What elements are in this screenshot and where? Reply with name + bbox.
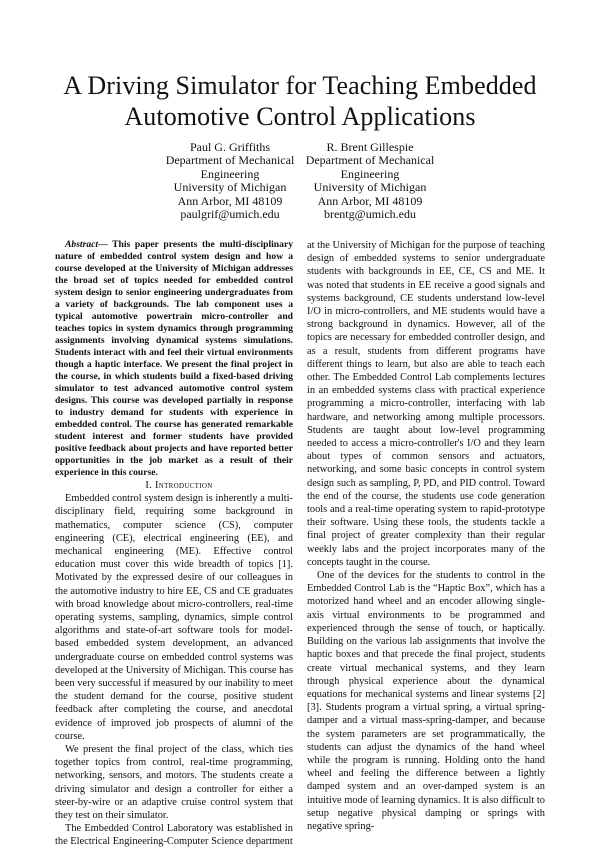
title-line-1: A Driving Simulator for Teaching Embedded <box>63 71 537 100</box>
section-heading <box>55 479 293 492</box>
author-department-cont: Engineering <box>340 166 400 181</box>
paragraph: The Embedded Control Laboratory was established in the Electrical Engineering-Computer Science department <box>55 823 293 848</box>
left-column <box>55 239 293 849</box>
author-block-1 <box>155 141 305 221</box>
section-title: Introduction <box>154 480 213 491</box>
author-name: Paul G. Griffiths <box>189 140 271 154</box>
author-city: Ann Arbor, MI 48109 <box>177 193 283 208</box>
right-column <box>307 239 545 833</box>
author-email: brentg@umich.edu <box>323 207 417 222</box>
author-name: R. Brent Gillespie <box>326 140 414 154</box>
section-numeral: I. <box>145 480 153 491</box>
paragraph: We present the final project of the class, which ties together topics from control, real-time programming, networking, sensors, and motors. The students create a driving simulator and design a controller for either a steer-by-wire or an adaptive cruise control system that they test on their simulator. <box>55 744 293 822</box>
paragraph: Embedded control system design is inherently a multi-disciplinary field, requiring some background in mathematics, computer science (CS), computer engineering (CE), electrical engineering (EE), and mechanical engineering (ME). Effective control education must cover this wide breadth of topics [1]. Motivated by the expressed desire of our colleagues in the automotive industry to hire EE, CS and CE graduates with broad knowledge about micro-controllers, real-time operating systems, sampling, dynamics, simple control algorithms and state-of-art software tools for model-based embedded system development, an advanced undergraduate course on embedded control systems was developed at the University of Michigan. This course has been very successful if measured by our inability to meet the student demand for the course, positive student feedback after completing the course, and anecdotal evidence of improved job prospects of alumni of the course. <box>55 493 293 742</box>
paragraph: One of the devices for the students to control in the Embedded Control Lab is the “Haptic Box”, which has a motorized hand wheel and an encoder allowing single-axis virtual environments to be programmed and experienced through the sense of touch, or haptically. Building on the various lab assignments that involve the haptic boxes and that precede the final project, students create virtual mechanical systems, and they learn through physical experience about the dynamical equations for mechanical systems and linear systems [2] [3]. Students program a virtual spring, a virtual spring-damper and a virtual mass-spring-damper, and because the system parameters are set programmatically, the students can adjust the dynamics of the hand wheel while the program is running. Holding onto the hand wheel and feeling the difference between a lightly damped system and an over-damped system is an intuitive mode of learning dynamics. It is also difficult to setup negative physical damping or springs with negative spring- <box>307 570 545 832</box>
author-city: Ann Arbor, MI 48109 <box>317 193 423 208</box>
paper-title <box>0 70 600 132</box>
author-university: University of Michigan <box>173 180 287 195</box>
author-university: University of Michigan <box>313 180 427 195</box>
paragraph: at the University of Michigan for the purpose of teaching design of embedded systems to senior undergraduate students with backgrounds in EE, CE, CS and ME. It was noted that students in EE receive a good signals and systems background, CE students understand low-level I/O in micro-controllers, and ME students would have a strong background in dynamics. However, all of the topics are necessary for embedded controller design, and as a result, students from different programs have different things to learn, but also are able to teach each other. The Embedded Control Lab complements lectures in an embedded systems class with practical experience programming a micro-controller, interfacing with lab hardware, and networking among multiple processors. Students are taught about low-level programming needed to access a micro-controller's I/O and they learn about types of common sensors and actuators, networking, and some basic concepts in control system design such as sampling, P, PD, and PID control. Toward the end of the course, the students use code generation tools and a real-time operating system to rapid-prototype their software. Using these tools, the students tackle a final project of greater complexity than their regular weekly labs and the project incorporates many of the concepts taught in the course. <box>307 240 545 568</box>
author-block-2 <box>295 141 445 221</box>
author-department: Department of Mechanical <box>165 153 295 168</box>
abstract-text: — This paper presents the multi-disciplinary nature of embedded control system design and how a course developed at the University of Michigan addresses the broad set of topics needed for embedded control system design to senior engineering undergraduates from a variety of backgrounds. The lab component uses a typical automotive powertrain micro-controller and teaches topics in system dynamics through programming assignments involving dynamical systems simulations. Students interact with and feel their virtual environments though a haptic interface. We present the final project in the course, in which students build a fixed-based driving simulator to test advanced automotive control system designs. This course was developed partially in response to industry demand for students with experience in embedded control. The course has generated remarkable student interest and former students have provided positive feedback about projects and have reported better opportunities in the job market as a result of their experience in this course. <box>55 239 293 478</box>
abstract-label: Abstract <box>65 239 99 250</box>
author-department: Department of Mechanical <box>305 153 435 168</box>
title-line-2: Automotive Control Applications <box>124 102 476 131</box>
author-department-cont: Engineering <box>200 166 260 181</box>
author-email: paulgrif@umich.edu <box>180 207 280 222</box>
abstract <box>55 239 293 479</box>
